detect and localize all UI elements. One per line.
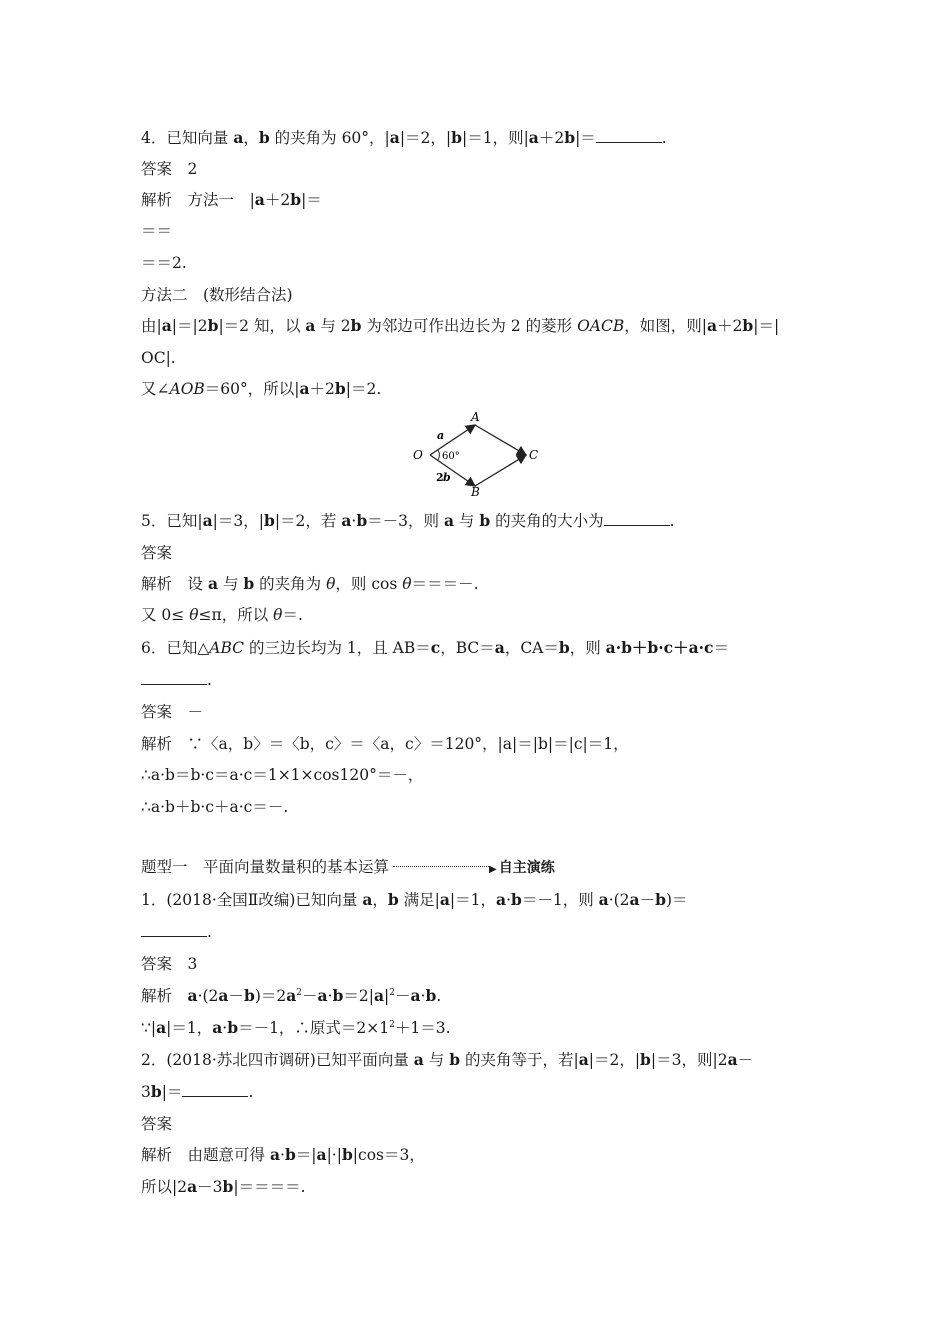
label-vec-2b-num: 2 [436, 471, 444, 484]
q4-method2-line1: 由|a|＝|2b|＝2 知，以 a 与 2b 为邻边可作出边长为 2 的菱形 OACB，如图，则|a＋2b|＝| [141, 316, 780, 335]
q5-line2: 又 0≤ θ≤π，所以 θ＝. [141, 606, 303, 624]
section-tag: 自主演练 [498, 860, 555, 876]
section-arrow [393, 866, 489, 867]
q4-explanation: 解析 方法一 |a＋2b|＝ [141, 190, 322, 209]
p1-blank-line: . [141, 922, 212, 942]
answer-blank [141, 670, 207, 685]
p2-line3: 所以|2a－3b|＝＝＝＝. [141, 1177, 306, 1196]
side-ac-line [475, 425, 526, 455]
q6-line2: ∴a·b＝b·c＝a·c＝1×1×cos120°＝－， [141, 766, 424, 784]
angle-arc [438, 450, 439, 460]
q5-question: 5．已知|a|＝3，|b|＝2，若 a·b＝－3，则 a 与 b 的夹角的大小为 . [141, 511, 675, 530]
q6-blank-line: . [141, 670, 212, 690]
answer-blank [596, 128, 662, 143]
label-b: B [471, 485, 480, 499]
answer-blank [141, 922, 207, 937]
rhombus-figure [405, 410, 545, 500]
q6-line3: ∴a·b＋b·c＋a·c＝－. [141, 798, 289, 816]
p2-blank-line: 3b|＝ . [141, 1082, 254, 1101]
q4-method2: 方法二 (数形结合法) [141, 286, 293, 304]
q6-answer: 答案 － [141, 703, 204, 721]
q6-explanation: 解析 ∵〈a，b〉＝〈b，c〉＝〈a，c〉＝120°，|a|＝|b|＝|c|＝1， [141, 735, 629, 753]
p2-answer: 答案 [141, 1115, 173, 1133]
label-angle: 60° [442, 451, 460, 462]
label-o: O [413, 448, 423, 462]
answer-blank [182, 1082, 248, 1097]
q5-explanation: 解析 设 a 与 b 的夹角为 θ，则 cos θ＝＝＝－. [141, 574, 479, 593]
label-a: A [471, 410, 480, 424]
answer-blank [604, 511, 670, 526]
label-vec-a: a [437, 429, 445, 442]
q6-question: 6．已知△ABC 的三边长均为 1，且 AB＝c，BC＝a，CA＝b，则 a·b＋b·c＋a·c＝ [141, 638, 729, 657]
q4-eq2: ＝＝2. [141, 254, 187, 272]
q4-method2-line3: 又∠AOB＝60°，所以|a＋2b|＝2. [141, 379, 382, 398]
q4-answer: 答案 2 [141, 160, 198, 178]
p1-question: 1．(2018·全国Ⅱ改编)已知向量 a，b 满足|a|＝1，a·b＝－1，则 a·(2a－b)＝ [141, 890, 688, 909]
side-bc-line [475, 455, 526, 486]
q4-method2-line2: OC|. [141, 349, 176, 367]
p1-explanation: 解析 $a\cdot(2a-b)=2a^2-a\cdot b=2|a|^2-a\cdot b$. [141, 986, 442, 1005]
p2-question: 2．(2018·苏北四市调研)已知平面向量 a 与 b 的夹角等于，若|a|＝2，|b|＝3，则|2a－ [141, 1050, 754, 1069]
p1-line2: ∵|a|＝1，a·b＝－1，∴原式$=2\times 1^2+1=3$. [141, 1018, 451, 1037]
p1-answer: 答案 3 [141, 955, 198, 973]
q5-answer: 答案 [141, 544, 173, 562]
label-c: C [529, 448, 539, 462]
q4-question: 4．已知向量 a，b 的夹角为 60°，|a|＝2，|b|＝1，则|a＋2b|＝ . [141, 128, 667, 147]
q4-eq1: ＝＝ [141, 222, 173, 240]
section-heading: 题型一 平面向量数量积的基本运算 ▶ 自主演练 [141, 858, 555, 876]
p2-explanation: 解析 由题意可得 a·b＝|a|·|b|cos＝3， [141, 1145, 425, 1164]
label-vec-2b: b [443, 471, 451, 484]
